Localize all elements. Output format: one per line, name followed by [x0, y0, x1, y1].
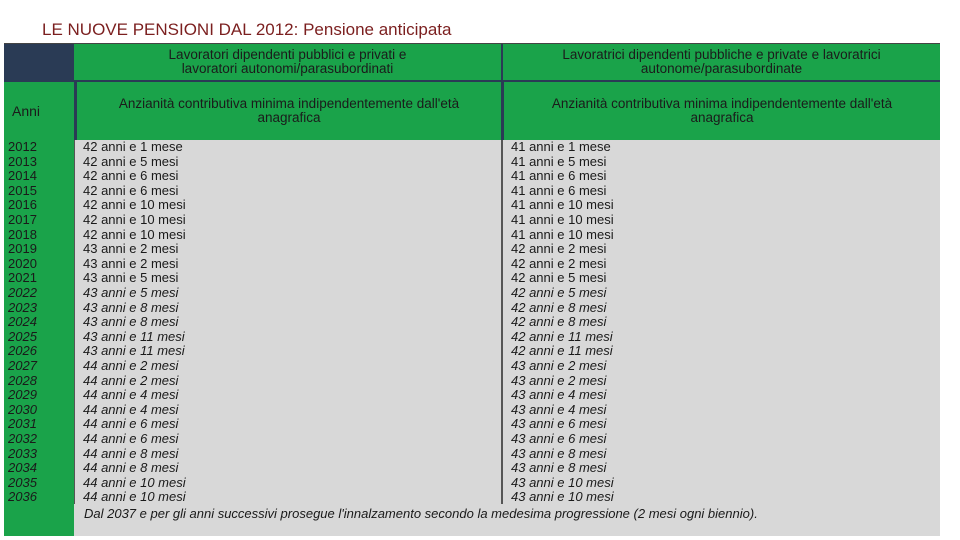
men-requirement-cell: 44 anni e 8 mesi [74, 447, 501, 462]
men-requirement-cell: 44 anni e 10 mesi [74, 490, 501, 505]
year-cell: 2035 [4, 476, 74, 491]
table-row [4, 330, 940, 345]
year-cell: 2029 [4, 388, 74, 403]
year-cell: 2013 [4, 155, 74, 170]
table-row [4, 228, 940, 243]
women-requirement-cell: 41 anni e 10 mesi [501, 228, 940, 243]
table-row [4, 169, 940, 184]
men-requirement-cell: 43 anni e 5 mesi [74, 286, 501, 301]
women-requirement-cell: 41 anni e 5 mesi [501, 155, 940, 170]
men-requirement-cell: 43 anni e 8 mesi [74, 301, 501, 316]
men-requirement-cell: 44 anni e 2 mesi [74, 374, 501, 389]
women-requirement-cell: 42 anni e 2 mesi [501, 242, 940, 257]
year-cell: 2028 [4, 374, 74, 389]
table-row [4, 213, 940, 228]
men-requirement-cell: 42 anni e 10 mesi [74, 213, 501, 228]
year-cell: 2023 [4, 301, 74, 316]
header-men-group: Lavoratori dipendenti pubblici e privati e lavoratori autonomi/parasubordinati [74, 44, 501, 80]
men-requirement-cell: 44 anni e 8 mesi [74, 461, 501, 476]
table-footer [4, 504, 940, 536]
men-requirement-cell: 43 anni e 11 mesi [74, 344, 501, 359]
pension-table [4, 44, 940, 536]
women-requirement-cell: 43 anni e 8 mesi [501, 461, 940, 476]
header-men-requirement: Anzianità contributiva minima indipendentemente dall'età anagrafica [74, 80, 501, 140]
women-requirement-cell: 42 anni e 2 mesi [501, 257, 940, 272]
table-row [4, 140, 940, 155]
women-requirement-cell: 41 anni e 1 mese [501, 140, 940, 155]
women-requirement-cell: 41 anni e 10 mesi [501, 213, 940, 228]
women-requirement-cell: 42 anni e 11 mesi [501, 330, 940, 345]
year-cell: 2036 [4, 490, 74, 505]
table-row [4, 315, 940, 330]
women-requirement-cell: 41 anni e 6 mesi [501, 184, 940, 199]
table-row [4, 359, 940, 374]
header-women-requirement: Anzianità contributiva minima indipendentemente dall'età anagrafica [501, 80, 940, 140]
men-requirement-cell: 43 anni e 11 mesi [74, 330, 501, 345]
women-requirement-cell: 43 anni e 6 mesi [501, 432, 940, 447]
table-row [4, 403, 940, 418]
year-cell: 2025 [4, 330, 74, 345]
men-requirement-cell: 42 anni e 6 mesi [74, 184, 501, 199]
year-cell: 2020 [4, 257, 74, 272]
men-requirement-cell: 44 anni e 4 mesi [74, 388, 501, 403]
table-row [4, 417, 940, 432]
table-row [4, 271, 940, 286]
women-requirement-cell: 42 anni e 8 mesi [501, 301, 940, 316]
men-requirement-cell: 42 anni e 10 mesi [74, 198, 501, 213]
men-requirement-cell: 44 anni e 6 mesi [74, 417, 501, 432]
year-cell: 2022 [4, 286, 74, 301]
year-cell: 2027 [4, 359, 74, 374]
men-requirement-cell: 44 anni e 6 mesi [74, 432, 501, 447]
table-row [4, 432, 940, 447]
table-row [4, 374, 940, 389]
women-requirement-cell: 43 anni e 6 mesi [501, 417, 940, 432]
table-row [4, 257, 940, 272]
women-requirement-cell: 43 anni e 2 mesi [501, 359, 940, 374]
men-requirement-cell: 42 anni e 10 mesi [74, 228, 501, 243]
women-requirement-cell: 43 anni e 2 mesi [501, 374, 940, 389]
table-row [4, 242, 940, 257]
women-requirement-cell: 42 anni e 5 mesi [501, 286, 940, 301]
table-row [4, 447, 940, 462]
year-cell: 2034 [4, 461, 74, 476]
men-requirement-cell: 43 anni e 2 mesi [74, 257, 501, 272]
men-requirement-cell: 44 anni e 4 mesi [74, 403, 501, 418]
men-requirement-cell: 42 anni e 1 mese [74, 140, 501, 155]
table-row [4, 388, 940, 403]
footer-year-cell [4, 504, 74, 536]
header-anni: Anni [4, 80, 74, 140]
year-cell: 2015 [4, 184, 74, 199]
women-requirement-cell: 43 anni e 8 mesi [501, 447, 940, 462]
table-row [4, 490, 940, 505]
men-requirement-cell: 42 anni e 6 mesi [74, 169, 501, 184]
year-cell: 2032 [4, 432, 74, 447]
men-requirement-cell: 43 anni e 2 mesi [74, 242, 501, 257]
men-requirement-cell: 44 anni e 10 mesi [74, 476, 501, 491]
women-requirement-cell: 42 anni e 8 mesi [501, 315, 940, 330]
women-requirement-cell: 41 anni e 6 mesi [501, 169, 940, 184]
women-requirement-cell: 42 anni e 5 mesi [501, 271, 940, 286]
year-cell: 2030 [4, 403, 74, 418]
women-requirement-cell: 41 anni e 10 mesi [501, 198, 940, 213]
table-row [4, 301, 940, 316]
women-requirement-cell: 43 anni e 10 mesi [501, 476, 940, 491]
table-row [4, 476, 940, 491]
year-cell: 2033 [4, 447, 74, 462]
table-row [4, 155, 940, 170]
men-requirement-cell: 43 anni e 5 mesi [74, 271, 501, 286]
year-cell: 2021 [4, 271, 74, 286]
women-requirement-cell: 43 anni e 4 mesi [501, 403, 940, 418]
year-cell: 2024 [4, 315, 74, 330]
header-corner [4, 44, 74, 80]
header-women-group: Lavoratrici dipendenti pubbliche e private e lavoratrici autonome/parasubordinate [501, 44, 940, 80]
men-requirement-cell: 44 anni e 2 mesi [74, 359, 501, 374]
page-title: LE NUOVE PENSIONI DAL 2012: Pensione anticipata [42, 20, 452, 39]
year-cell: 2014 [4, 169, 74, 184]
men-requirement-cell: 43 anni e 8 mesi [74, 315, 501, 330]
footnote: Dal 2037 e per gli anni successivi prosegue l'innalzamento secondo la medesima progressione (2 mesi ogni biennio). [74, 504, 940, 536]
year-cell: 2016 [4, 198, 74, 213]
table-row [4, 198, 940, 213]
women-requirement-cell: 42 anni e 11 mesi [501, 344, 940, 359]
women-requirement-cell: 43 anni e 4 mesi [501, 388, 940, 403]
year-cell: 2031 [4, 417, 74, 432]
year-cell: 2019 [4, 242, 74, 257]
women-requirement-cell: 43 anni e 10 mesi [501, 490, 940, 505]
table-row [4, 286, 940, 301]
table-row [4, 184, 940, 199]
men-requirement-cell: 42 anni e 5 mesi [74, 155, 501, 170]
year-cell: 2026 [4, 344, 74, 359]
year-cell: 2017 [4, 213, 74, 228]
year-cell: 2012 [4, 140, 74, 155]
table-row [4, 461, 940, 476]
year-cell: 2018 [4, 228, 74, 243]
